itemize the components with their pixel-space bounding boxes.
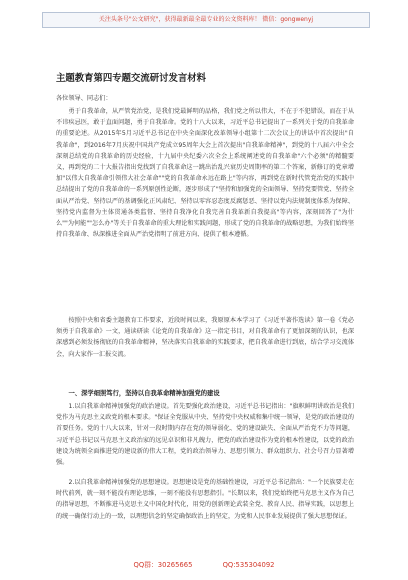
body-paragraph-2: 按照中央和省委主题教育工作要求，近段时间以来，我原原本本学习了《习近平著作选读》第一卷《党必须勇于自我革命》一文，通读研读《论党的自我革命》这一指定书目，对自我革命有了更加深刻的认识，也深深感到必须发扬彻底的自我革命精神，坚决落实自我革命的实践要求，把自我革命进行到底，结合学习交流体会，向大家作一汇报交流。	[56, 317, 354, 358]
section-heading: 一、深学细照笃行，坚持以自我革命精神加强党的建设	[68, 390, 220, 397]
subsection-paragraph-1: 1.以自我革命精神加强党的政治建设。首先要强化政治建设，习近平总书记指出："旗帜鲜明讲政治是我们党作为马克思主义政党的根本要求。"保证全党服从中央、坚持党中央权威和集中统一领导，是党的政治建设的首要任务。党的十八大以来，针对一段时期内存在党的领导弱化、党的建设缺失、全面从严治党不力等问题，习近平总书记以马克思主义政治家的远见卓识和非凡魄力，把党的政治建设作为党的根本性建设，以党的政治建设为统领全面推进党的建设新的伟大工程，党的政治领导力、思想引领力、群众组织力、社会号召力显著增强。	[56, 403, 354, 467]
subsection-paragraph-2: 2.以自我革命精神加强党的思想建设。思想建设是党的基础性建设，习近平总书记指出："一个民族要走在时代前列，就一刻不能没有理论思维，一刻不能没有思想指引。"长期以来，我们党始终把马克思主义作为自己的指导思想，不断推进马克思主义中国化时代化，用党的创新理论武装全党、教育人民、指导实践，以思想上的统一确保行动上的一致，以理想信念的坚定确保政治上的坚定，为党和人民事业发展提供了强大思想保证。	[56, 479, 354, 520]
top-banner: 关注头条号"公文研究"，获得最新最全最专业的公文资料库！ 微信：gongwenyj	[42, 12, 370, 28]
footer-contact	[0, 559, 408, 569]
footer-qq-group: QQ群：30265665	[133, 561, 193, 569]
body-paragraph-1: 勇于自我革命，从严管党治党，是我们党最鲜明的品格，我们党之所以伟大，不在于不犯错误，而在于从不讳疾忌医，敢于直面问题，勇于自我革命。党的十八大以来，习近平总书记提出了一系列关于党的自我革命的重要论述。从2015年5月习近平总书记在中央全面深化改革领导小组第十二次会议上的讲话中首次提出"自我革命"，到2016年7月庆祝中国共产党成立95周年大会上首次提出"自我革命精神"，到党的十八届六中全会深刻总结党的自我革命的历史经验，十九届中央纪委六次全会上系统阐述党的自我革命"六个必须"的精髓要义，再到党的二十大报告指出党找到了自我革命这一跳出治乱兴衰历史周期率的第二个答案，新修订的党章增加"以伟大自我革命引领伟大社会革命""党的自我革命永远在路上"等内容，再到党在新时代管党治党的实践中总结提出了党的自我革命的一系列原创性论断，逐步形成了"坚持和加强党的全面领导、坚持党要管党、坚持全面从严治党、坚持以严的基调强化正风肃纪、坚持以零容忍态度反腐惩恶、坚持以党内法规制度体系为保障、坚持党内监督为主体贯通各类监督、坚持自我净化自我完善自我革新自我提高"等内容，深刻回答了"为什么""为何能""怎么办"等关于自我革命的重大理论和实践问题，形成了党的自我革命的战略思想，为我们始终坚持自我革命、纵深推进全面从严治党指明了前进方向、提供了根本遵循。	[56, 108, 354, 239]
document-title: 主题教育第四专题交流研讨发言材料	[56, 73, 207, 84]
salutation: 各位领导、同志们：	[56, 95, 112, 102]
footer-qq: QQ:535304092	[222, 561, 275, 569]
